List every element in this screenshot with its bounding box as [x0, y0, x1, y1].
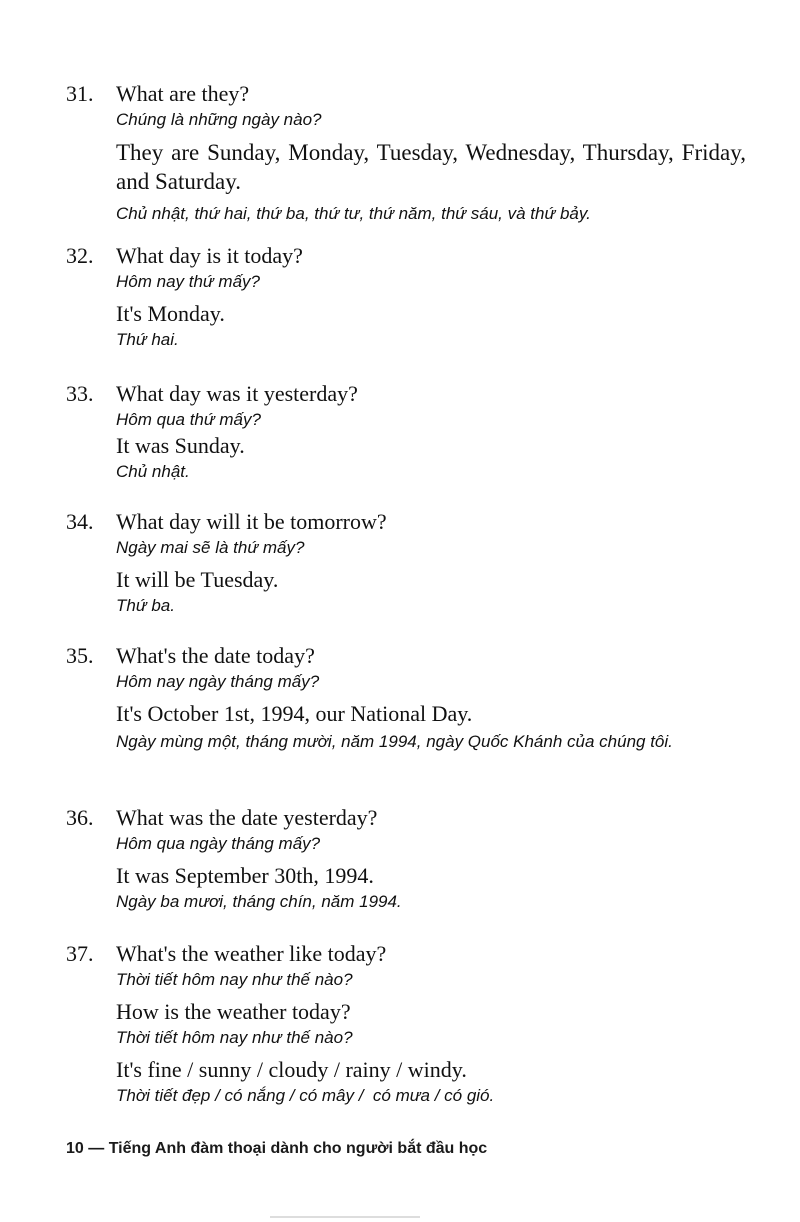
english-answer: It was September 30th, 1994.	[116, 863, 374, 888]
vietnamese-translation: Hôm nay thứ mấy?	[116, 272, 260, 291]
english-question: What was the date yesterday?	[116, 805, 378, 830]
english-answer: It's Monday.	[116, 301, 225, 326]
vietnamese-translation: Hôm qua thứ mấy?	[116, 410, 261, 429]
vietnamese-translation: Thời tiết hôm nay như thế nào?	[116, 970, 353, 989]
english-question: What day is it today?	[116, 243, 303, 268]
vietnamese-translation: Ngày mai sẽ là thứ mấy?	[116, 538, 305, 557]
item-number: 31.	[66, 81, 94, 106]
vietnamese-translation: Chủ nhật, thứ hai, thứ ba, thứ tư, thứ năm, thứ sáu, và thứ bảy.	[116, 204, 591, 223]
item-number: 36.	[66, 805, 94, 830]
english-question: What's the weather like today?	[116, 941, 387, 966]
english-question-alt: How is the weather today?	[116, 999, 351, 1024]
english-answer: They are Sunday, Monday, Tuesday, Wednesday, Thursday, Friday, and Saturday.	[116, 140, 752, 194]
english-question: What's the date today?	[116, 643, 315, 668]
english-answer: It was Sunday.	[116, 433, 245, 458]
english-question: What are they?	[116, 81, 250, 106]
item-number: 37.	[66, 941, 94, 966]
item-number: 33.	[66, 381, 94, 406]
vietnamese-translation: Ngày ba mươi, tháng chín, năm 1994.	[116, 892, 402, 911]
vietnamese-translation: Chúng là những ngày nào?	[116, 110, 322, 129]
english-answer: It's October 1st, 1994, our National Day.	[116, 701, 473, 726]
vietnamese-translation: Hôm qua ngày tháng mấy?	[116, 834, 321, 853]
vietnamese-translation: Thời tiết hôm nay như thế nào?	[116, 1028, 353, 1047]
item-number: 34.	[66, 509, 94, 534]
english-answer: It will be Tuesday.	[116, 567, 279, 592]
vietnamese-translation: Thời tiết đẹp / có nắng / có mây / có mưa / có gió.	[116, 1086, 495, 1105]
vietnamese-translation: Thứ hai.	[116, 330, 179, 349]
page-footer: 10 — Tiếng Anh đàm thoại dành cho người bắt đầu học	[66, 1140, 488, 1157]
english-question: What day will it be tomorrow?	[116, 509, 387, 534]
scan-artifact-divider	[270, 1216, 420, 1218]
item-number: 32.	[66, 243, 94, 268]
vietnamese-translation: Hôm nay ngày tháng mấy?	[116, 672, 320, 691]
english-question: What day was it yesterday?	[116, 381, 358, 406]
vietnamese-translation: Ngày mùng một, tháng mười, năm 1994, ngày Quốc Khánh của chúng tôi.	[116, 732, 673, 751]
item-number: 35.	[66, 643, 94, 668]
english-answer: It's fine / sunny / cloudy / rainy / windy.	[116, 1057, 467, 1082]
vietnamese-translation: Chủ nhật.	[116, 462, 190, 481]
vietnamese-translation: Thứ ba.	[116, 596, 175, 615]
